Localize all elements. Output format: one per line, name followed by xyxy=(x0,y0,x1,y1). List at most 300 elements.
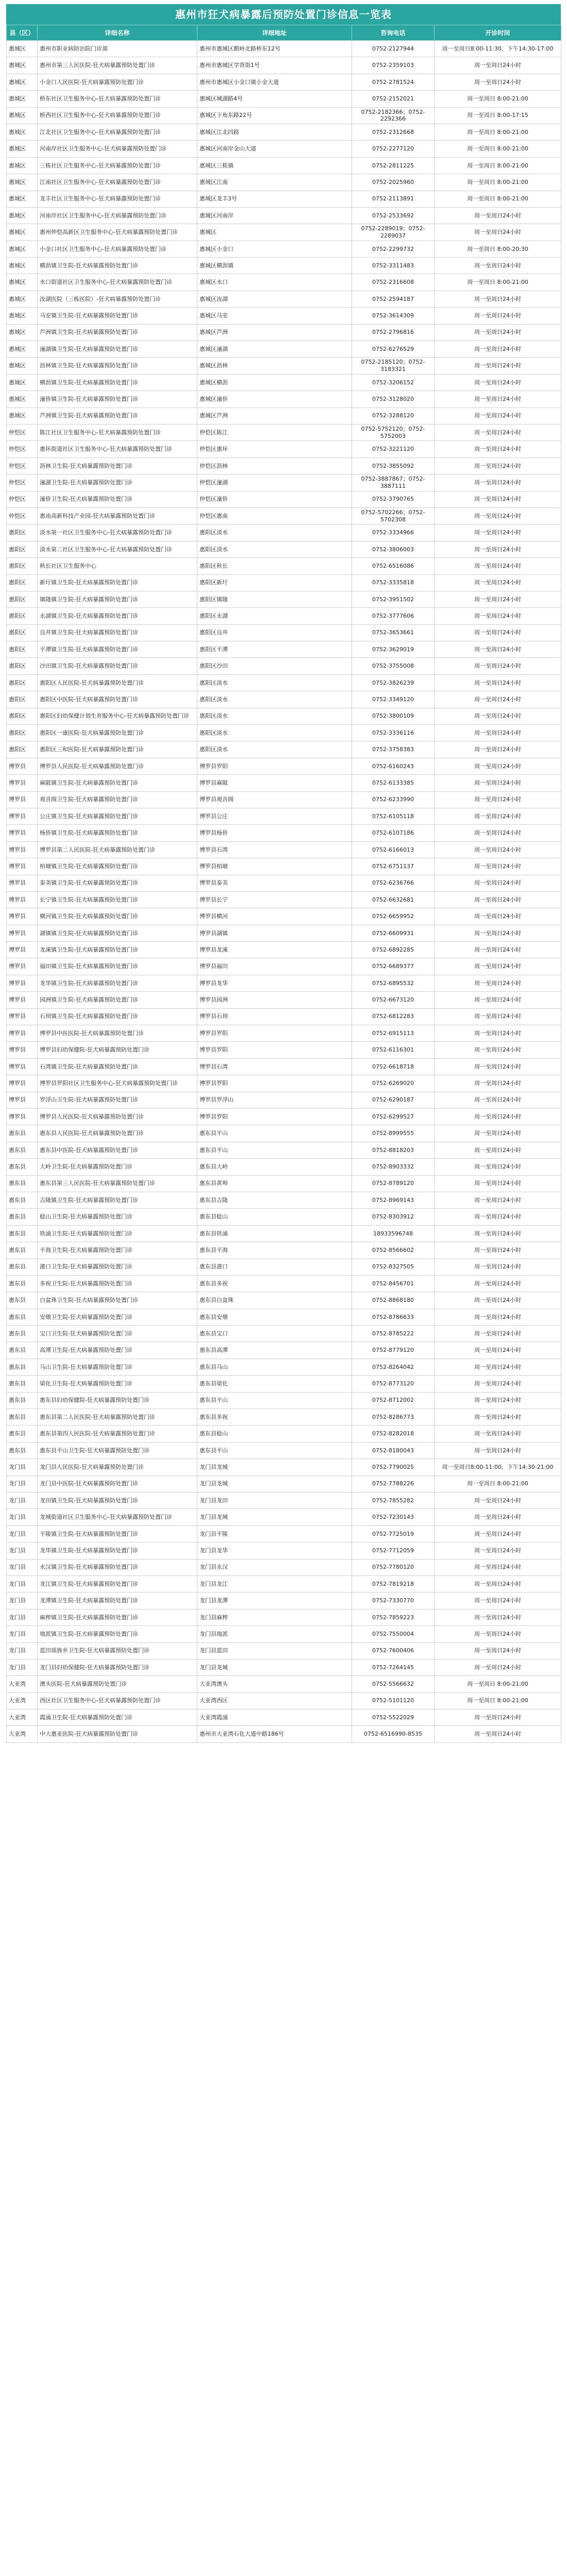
cell-address: 博罗县横河 xyxy=(197,908,352,925)
cell-district: 惠城区 xyxy=(7,258,38,274)
cell-name: 石湾镇卫生院-狂犬病暴露预防处置门诊 xyxy=(38,1058,197,1075)
cell-name: 潼侨镇卫生院-狂犬病暴露预防处置门诊 xyxy=(38,391,197,408)
cell-name: 龙江镇卫生院-狂犬病暴露预防处置门诊 xyxy=(38,1575,197,1592)
cell-hours: 周一至周日24小时 xyxy=(435,624,561,641)
cell-hours: 周一至周日24小时 xyxy=(435,1008,561,1025)
cell-phone: 0752-3653661 xyxy=(352,624,435,641)
table-row xyxy=(7,1309,561,1325)
cell-hours: 周一至周日24小时 xyxy=(435,591,561,607)
table-body xyxy=(7,41,561,1743)
cell-phone: 0752-2185120；0752-3183321 xyxy=(352,358,435,374)
table-row xyxy=(7,224,561,241)
cell-address: 惠阳区淡水 xyxy=(197,725,352,741)
table-row xyxy=(7,1359,561,1375)
table-row xyxy=(7,1326,561,1342)
cell-hours: 周一至周日24小时 xyxy=(435,1492,561,1509)
cell-name: 梁化卫生院-狂犬病暴露预防处置门诊 xyxy=(38,1376,197,1392)
table-row xyxy=(7,441,561,457)
cell-phone: 0752-2182366；0752-2292366 xyxy=(352,107,435,124)
cell-hours: 周一至周日24小时 xyxy=(435,708,561,724)
cell-hours: 周一至周日 8:00-21:00 xyxy=(435,91,561,107)
cell-name: 白盆珠卫生院-狂犬病暴露预防处置门诊 xyxy=(38,1292,197,1309)
cell-address: 龙门县永汉 xyxy=(197,1559,352,1575)
cell-name: 永湖镇卫生院-狂犬病暴露预防处置门诊 xyxy=(38,608,197,624)
table-row xyxy=(7,574,561,591)
table-row xyxy=(7,1592,561,1609)
cell-phone: 0752-3128020 xyxy=(352,391,435,408)
page-title: 惠州市狂犬病暴露后预防处置门诊信息一览表 xyxy=(6,4,561,25)
cell-address: 博罗县园洲 xyxy=(197,992,352,1008)
cell-address: 惠州市惠城区学背街1号 xyxy=(197,57,352,74)
table-row xyxy=(7,1242,561,1259)
cell-address: 惠东县稔山 xyxy=(197,1426,352,1442)
cell-address: 惠城区河南岸金山大道 xyxy=(197,141,352,157)
cell-hours: 周一至周日24小时 xyxy=(435,1392,561,1409)
cell-phone: 0752-6233990 xyxy=(352,791,435,808)
cell-hours: 周一至周日24小时 xyxy=(435,992,561,1008)
cell-address: 仲恺区惠环 xyxy=(197,441,352,457)
cell-hours: 周一至周日24小时 xyxy=(435,1075,561,1092)
cell-hours: 周一至周日24小时 xyxy=(435,641,561,658)
cell-phone: 0752-8773120 xyxy=(352,1376,435,1392)
cell-district: 博罗县 xyxy=(7,1092,38,1108)
table-row xyxy=(7,291,561,307)
cell-phone: 0752-8303912 xyxy=(352,1209,435,1225)
cell-address: 博罗县柏塘 xyxy=(197,858,352,875)
table-row xyxy=(7,758,561,774)
cell-district: 龙门县 xyxy=(7,1642,38,1659)
cell-hours: 周一至周日24小时 xyxy=(435,1559,561,1575)
cell-phone: 0752-6609931 xyxy=(352,925,435,941)
cell-name: 稔山卫生院-狂犬病暴露预防处置门诊 xyxy=(38,1209,197,1225)
cell-phone: 0752-8818203 xyxy=(352,1142,435,1158)
cell-hours: 周一至周日24小时 xyxy=(435,1192,561,1208)
table-row xyxy=(7,1409,561,1426)
table-row xyxy=(7,708,561,724)
cell-name: 龙华镇卫生院-狂犬病暴露预防处置门诊 xyxy=(38,975,197,991)
table-row xyxy=(7,775,561,791)
table-row xyxy=(7,524,561,541)
table-row xyxy=(7,1709,561,1726)
cell-hours: 周一至周日24小时 xyxy=(435,925,561,941)
cell-address: 博罗县石坝 xyxy=(197,1008,352,1025)
cell-address: 惠东县白盆珠 xyxy=(197,1292,352,1309)
cell-district: 博罗县 xyxy=(7,1058,38,1075)
cell-name: 龙门县人民医院-狂犬病暴露预防处置门诊 xyxy=(38,1459,197,1476)
cell-name: 港口卫生院-狂犬病暴露预防处置门诊 xyxy=(38,1259,197,1275)
cell-address: 惠城区汝湖 xyxy=(197,291,352,307)
cell-hours: 周一至周日24小时 xyxy=(435,1426,561,1442)
cell-phone: 0752-5752120；0752-5752003 xyxy=(352,424,435,440)
cell-hours: 周一至周日24小时 xyxy=(435,808,561,824)
cell-name: 惠东县人民医院-狂犬病暴露预防处置门诊 xyxy=(38,1125,197,1142)
cell-district: 博罗县 xyxy=(7,825,38,841)
cell-hours: 周一至周日24小时 xyxy=(435,1042,561,1058)
table-row xyxy=(7,1192,561,1208)
cell-name: 多祝卫生院-狂犬病暴露预防处置门诊 xyxy=(38,1275,197,1292)
cell-address: 龙门县龙潭 xyxy=(197,1592,352,1609)
cell-phone: 0752-8786633 xyxy=(352,1309,435,1325)
cell-phone: 0752-3790765 xyxy=(352,491,435,507)
cell-name: 惠东县第二人民医院-狂犬病暴露预防处置门诊 xyxy=(38,1409,197,1426)
cell-hours: 周一至周日24小时 xyxy=(435,691,561,708)
cell-phone: 0752-2316608 xyxy=(352,274,435,291)
cell-district: 博罗县 xyxy=(7,841,38,858)
cell-district: 博罗县 xyxy=(7,992,38,1008)
cell-hours: 周一至周日24小时 xyxy=(435,1309,561,1325)
cell-hours: 周一至周日24小时 xyxy=(435,408,561,424)
cell-phone: 0752-8785222 xyxy=(352,1326,435,1342)
table-row xyxy=(7,1726,561,1742)
cell-district: 仲恺区 xyxy=(7,424,38,440)
cell-district: 龙门县 xyxy=(7,1659,38,1675)
cell-hours: 周一至周日24小时 xyxy=(435,474,561,491)
cell-district: 博罗县 xyxy=(7,1109,38,1125)
cell-hours: 周一至周日24小时 xyxy=(435,1543,561,1559)
cell-phone: 0752-6290187 xyxy=(352,1092,435,1108)
cell-address: 惠城区城湖路4号 xyxy=(197,91,352,107)
cell-district: 惠城区 xyxy=(7,57,38,74)
cell-hours: 周一至周日24小时 xyxy=(435,891,561,908)
cell-name: 地派镇卫生院-狂犬病暴露预防处置门诊 xyxy=(38,1626,197,1642)
cell-address: 惠城区江南 xyxy=(197,174,352,191)
cell-phone: 0752-6107186 xyxy=(352,825,435,841)
table-row xyxy=(7,1492,561,1509)
table-row xyxy=(7,658,561,674)
table-row xyxy=(7,1626,561,1642)
table-row xyxy=(7,424,561,440)
table-row xyxy=(7,107,561,124)
cell-hours: 周一至周日24小时 xyxy=(435,391,561,408)
cell-phone: 0752-6276529 xyxy=(352,341,435,358)
cell-phone: 0752-8712002 xyxy=(352,1392,435,1409)
cell-address: 龙门县龙城 xyxy=(197,1476,352,1492)
cell-phone: 0752-8868180 xyxy=(352,1292,435,1309)
cell-name: 惠州仲恺高新区卫生服务中心-狂犬病暴露预防处置门诊 xyxy=(38,224,197,241)
cell-name: 河南岸社区卫生服务中心-狂犬病暴露预防处置门诊 xyxy=(38,141,197,157)
cell-phone: 0752-8566602 xyxy=(352,1242,435,1259)
cell-hours: 周一至周日24小时 xyxy=(435,1359,561,1375)
table-row xyxy=(7,1275,561,1292)
cell-phone: 0752-7855282 xyxy=(352,1492,435,1509)
table-row xyxy=(7,791,561,808)
table-row xyxy=(7,1292,561,1309)
cell-hours: 周一至周日24小时 xyxy=(435,258,561,274)
cell-phone: 0752-3826239 xyxy=(352,674,435,691)
cell-hours: 周一至周日24小时 xyxy=(435,775,561,791)
cell-name: 长宁镇卫生院-狂犬病暴露预防处置门诊 xyxy=(38,891,197,908)
cell-address: 惠东县铁涌 xyxy=(197,1225,352,1242)
cell-district: 博罗县 xyxy=(7,1075,38,1092)
cell-phone: 0752-2289019；0752-2289037 xyxy=(352,224,435,241)
table-row xyxy=(7,741,561,758)
cell-address: 博罗县龙溪 xyxy=(197,942,352,958)
cell-district: 惠阳区 xyxy=(7,558,38,574)
cell-address: 惠东县多祝 xyxy=(197,1409,352,1426)
cell-address: 龙门县龙田 xyxy=(197,1492,352,1509)
cell-name: 潼侨卫生院-狂犬病暴露预防处置门诊 xyxy=(38,491,197,507)
cell-phone: 0752-6632681 xyxy=(352,891,435,908)
cell-phone: 0752-3855092 xyxy=(352,457,435,474)
cell-district: 龙门县 xyxy=(7,1575,38,1592)
cell-district: 惠阳区 xyxy=(7,674,38,691)
cell-name: 湖镇镇卫生院-狂犬病暴露预防处置门诊 xyxy=(38,925,197,941)
cell-address: 惠城区江北四路 xyxy=(197,124,352,140)
cell-hours: 周一至周日24小时 xyxy=(435,875,561,891)
cell-address: 惠东县平海 xyxy=(197,1242,352,1259)
cell-name: 芦洲镇卫生院-狂犬病暴露预防处置门诊 xyxy=(38,324,197,341)
cell-name: 陈江社区卫生服务中心-狂犬病暴露预防处置门诊 xyxy=(38,424,197,440)
cell-phone: 0752-2359103 xyxy=(352,57,435,74)
cell-hours: 周一至周日24小时 xyxy=(435,1626,561,1642)
cell-phone: 0752-2113891 xyxy=(352,191,435,207)
cell-phone: 0752-3629019 xyxy=(352,641,435,658)
cell-phone: 0752-7788226 xyxy=(352,1476,435,1492)
table-row xyxy=(7,1526,561,1542)
cell-name: 高潭卫生院-狂犬病暴露预防处置门诊 xyxy=(38,1342,197,1359)
table-row xyxy=(7,691,561,708)
cell-district: 博罗县 xyxy=(7,808,38,824)
cell-address: 仲恺区陈江 xyxy=(197,424,352,440)
cell-phone: 0752-6236766 xyxy=(352,875,435,891)
cell-name: 安墩卫生院-狂犬病暴露预防处置门诊 xyxy=(38,1309,197,1325)
table-row xyxy=(7,457,561,474)
cell-phone: 0752-5702266；0752-5702308 xyxy=(352,507,435,524)
cell-address: 惠东县马山 xyxy=(197,1359,352,1375)
cell-address: 博罗县福田 xyxy=(197,958,352,975)
cell-phone: 0752-7330770 xyxy=(352,1592,435,1609)
table-row xyxy=(7,591,561,607)
cell-hours: 周一至周日24小时 xyxy=(435,507,561,524)
cell-phone: 0752-2533692 xyxy=(352,207,435,224)
cell-name: 园洲镇卫生院-狂犬病暴露预防处置门诊 xyxy=(38,992,197,1008)
cell-phone: 0752-6618718 xyxy=(352,1058,435,1075)
cell-name: 澳头医院-狂犬病暴露预防处置门诊 xyxy=(38,1676,197,1692)
cell-hours: 周一至周日24小时 xyxy=(435,958,561,975)
cell-phone: 0752-3336116 xyxy=(352,725,435,741)
cell-name: 柏塘镇卫生院-狂犬病暴露预防处置门诊 xyxy=(38,858,197,875)
cell-name: 小金口社区卫生服务中心-狂犬病暴露预防处置门诊 xyxy=(38,241,197,257)
table-row xyxy=(7,891,561,908)
cell-district: 仲恺区 xyxy=(7,491,38,507)
cell-name: 龙丰社区卫生服务中心-狂犬病暴露预防处置门诊 xyxy=(38,191,197,207)
cell-address: 龙门县平陵 xyxy=(197,1526,352,1542)
cell-name: 龙城街道社区卫生服务中心-狂犬病暴露预防处置门诊 xyxy=(38,1509,197,1526)
cell-address: 惠阳区淡水 xyxy=(197,691,352,708)
table-row xyxy=(7,992,561,1008)
cell-phone: 0752-7780120 xyxy=(352,1559,435,1575)
cell-district: 惠东县 xyxy=(7,1192,38,1208)
cell-name: 惠东县第三人民医院-狂犬病暴露预防处置门诊 xyxy=(38,1175,197,1192)
table-row xyxy=(7,908,561,925)
cell-hours: 周一至周日24小时 xyxy=(435,457,561,474)
cell-phone: 0752-6166013 xyxy=(352,841,435,858)
cell-hours: 周一至周日24小时 xyxy=(435,1292,561,1309)
cell-district: 惠城区 xyxy=(7,124,38,140)
cell-hours: 周一至周日24小时 xyxy=(435,424,561,440)
cell-district: 惠阳区 xyxy=(7,658,38,674)
table-row xyxy=(7,1092,561,1108)
cell-phone: 0752-3755008 xyxy=(352,658,435,674)
cell-district: 惠城区 xyxy=(7,191,38,207)
table-row xyxy=(7,958,561,975)
cell-district: 惠东县 xyxy=(7,1392,38,1409)
cell-phone: 0752-2312668 xyxy=(352,124,435,140)
table-row xyxy=(7,241,561,257)
cell-name: 龙田镇卫生院-狂犬病暴露预防处置门诊 xyxy=(38,1492,197,1509)
cell-district: 惠城区 xyxy=(7,41,38,57)
cell-name: 龙门县中医院-狂犬病暴露预防处置门诊 xyxy=(38,1476,197,1492)
cell-hours: 周一至周日24小时 xyxy=(435,1175,561,1192)
cell-hours: 周一至周日24小时 xyxy=(435,491,561,507)
cell-hours: 周一至周日24小时 xyxy=(435,291,561,307)
cell-hours: 周一至周日24小时 xyxy=(435,841,561,858)
cell-hours: 周一至周日24小时 xyxy=(435,1709,561,1726)
cell-district: 惠阳区 xyxy=(7,541,38,557)
cell-phone: 0752-3806003 xyxy=(352,541,435,557)
cell-address: 仲恺区惠南 xyxy=(197,507,352,524)
cell-district: 仲恺区 xyxy=(7,457,38,474)
cell-hours: 周一至周日8:00-11:00，下午14:30-21:00 xyxy=(435,1459,561,1476)
cell-address: 惠阳区沙田 xyxy=(197,658,352,674)
cell-district: 惠东县 xyxy=(7,1275,38,1292)
cell-phone: 0752-3221120 xyxy=(352,441,435,457)
cell-hours: 周一至周日24小时 xyxy=(435,1109,561,1125)
cell-hours: 周一至周日 8:00-21:00 xyxy=(435,174,561,191)
cell-phone: 0752-6689377 xyxy=(352,958,435,975)
table-row xyxy=(7,858,561,875)
cell-name: 沥林镇卫生院-狂犬病暴露预防处置门诊 xyxy=(38,358,197,374)
cell-name: 水口街道社区卫生服务中心-狂犬病暴露预防处置门诊 xyxy=(38,274,197,291)
table-row xyxy=(7,1025,561,1042)
cell-phone: 0752-2127944 xyxy=(352,41,435,57)
cell-district: 龙门县 xyxy=(7,1492,38,1509)
cell-name: 江北社区卫生服务中心-狂犬病暴露预防处置门诊 xyxy=(38,124,197,140)
cell-address: 惠阳区淡水 xyxy=(197,524,352,541)
cell-address: 龙门县龙城 xyxy=(197,1459,352,1476)
cell-phone: 0752-2152021 xyxy=(352,91,435,107)
cell-district: 惠东县 xyxy=(7,1259,38,1275)
table-row xyxy=(7,808,561,824)
cell-name: 宝口卫生院-狂犬病暴露预防处置门诊 xyxy=(38,1326,197,1342)
header-district: 县（区） xyxy=(7,25,38,41)
cell-name: 博罗县妇幼保健院-狂犬病暴露预防处置门诊 xyxy=(38,1042,197,1058)
table-row xyxy=(7,1225,561,1242)
table-row xyxy=(7,474,561,491)
cell-phone: 0752-6516086 xyxy=(352,558,435,574)
cell-name: 镇隆镇卫生院-狂犬病暴露预防处置门诊 xyxy=(38,591,197,607)
cell-phone: 0752-2781524 xyxy=(352,74,435,90)
cell-name: 惠东县平山卫生院-狂犬病暴露预防处置门诊 xyxy=(38,1442,197,1459)
cell-name: 小金口人民医院-狂犬病暴露预防处置门诊 xyxy=(38,74,197,90)
cell-name: 良井镇卫生院-狂犬病暴露预防处置门诊 xyxy=(38,624,197,641)
cell-address: 博罗县公庄 xyxy=(197,808,352,824)
table-row xyxy=(7,1209,561,1225)
cell-name: 石坝镇卫生院-狂犬病暴露预防处置门诊 xyxy=(38,1008,197,1025)
cell-address: 惠阳区镇隆 xyxy=(197,591,352,607)
cell-phone: 0752-6269020 xyxy=(352,1075,435,1092)
table-row xyxy=(7,558,561,574)
cell-phone: 0752-3614309 xyxy=(352,308,435,324)
cell-phone: 0752-8789120 xyxy=(352,1175,435,1192)
cell-address: 博罗县罗阳 xyxy=(197,1075,352,1092)
cell-phone: 0752-3951502 xyxy=(352,591,435,607)
cell-address: 惠阳区平潭 xyxy=(197,641,352,658)
table-row xyxy=(7,91,561,107)
cell-district: 惠城区 xyxy=(7,274,38,291)
cell-hours: 周一至周日 8:00-21:00 xyxy=(435,1476,561,1492)
cell-phone: 0752-2594187 xyxy=(352,291,435,307)
cell-name: 西区社区卫生服务中心-狂犬病暴露预防处置门诊 xyxy=(38,1692,197,1709)
cell-address: 惠阳区良井 xyxy=(197,624,352,641)
cell-district: 博罗县 xyxy=(7,1008,38,1025)
table-row xyxy=(7,1392,561,1409)
cell-district: 龙门县 xyxy=(7,1609,38,1625)
cell-district: 惠阳区 xyxy=(7,591,38,607)
cell-district: 惠城区 xyxy=(7,91,38,107)
table-row xyxy=(7,1442,561,1459)
cell-district: 惠城区 xyxy=(7,74,38,90)
cell-phone: 0752-8327505 xyxy=(352,1259,435,1275)
cell-name: 平潭镇卫生院-狂犬病暴露预防处置门诊 xyxy=(38,641,197,658)
cell-phone: 0752-3288120 xyxy=(352,408,435,424)
table-row xyxy=(7,1376,561,1392)
cell-address: 惠东县高潭 xyxy=(197,1342,352,1359)
cell-address: 惠东县吉隆 xyxy=(197,1192,352,1208)
table-row xyxy=(7,942,561,958)
cell-district: 惠城区 xyxy=(7,408,38,424)
table-row xyxy=(7,1259,561,1275)
cell-address: 龙门县龙华 xyxy=(197,1543,352,1559)
cell-district: 惠城区 xyxy=(7,224,38,241)
cell-phone: 0752-6516990-8535 xyxy=(352,1726,435,1742)
cell-name: 惠州市职业病防治院门诊部 xyxy=(38,41,197,57)
cell-hours: 周一至周日 8:00-21:00 xyxy=(435,124,561,140)
cell-hours: 周一至周日24小时 xyxy=(435,858,561,875)
cell-address: 惠东县大岭 xyxy=(197,1159,352,1175)
cell-hours: 周一至周日24小时 xyxy=(435,1209,561,1225)
cell-hours: 周一至周日24小时 xyxy=(435,1242,561,1259)
cell-hours: 周一至周日24小时 xyxy=(435,1326,561,1342)
cell-name: 横沥镇卫生院-狂犬病暴露预防处置门诊 xyxy=(38,258,197,274)
cell-hours: 周一至周日24小时 xyxy=(435,1259,561,1275)
table-row xyxy=(7,624,561,641)
cell-district: 大亚湾 xyxy=(7,1726,38,1742)
cell-district: 惠东县 xyxy=(7,1292,38,1309)
cell-address: 博罗县罗阳 xyxy=(197,1025,352,1042)
cell-hours: 周一至周日24小时 xyxy=(435,1342,561,1359)
cell-phone: 0752-7819218 xyxy=(352,1575,435,1592)
cell-name: 博罗县中医医院-狂犬病暴露预防处置门诊 xyxy=(38,1025,197,1042)
cell-hours: 周一至周日24小时 xyxy=(435,1058,561,1075)
cell-name: 泰美镇卫生院-狂犬病暴露预防处置门诊 xyxy=(38,875,197,891)
cell-hours: 周一至周日24小时 xyxy=(435,1409,561,1426)
cell-address: 惠东县宝口 xyxy=(197,1326,352,1342)
cell-district: 博罗县 xyxy=(7,958,38,975)
table-row xyxy=(7,1042,561,1058)
cell-hours: 周一至周日24小时 xyxy=(435,658,561,674)
cell-name: 中大惠亚医院-狂犬病暴露预防处置门诊 xyxy=(38,1726,197,1742)
table-row xyxy=(7,1342,561,1359)
cell-district: 博罗县 xyxy=(7,858,38,875)
cell-address: 博罗县观音阁 xyxy=(197,791,352,808)
cell-district: 惠城区 xyxy=(7,157,38,174)
table-row xyxy=(7,1075,561,1092)
cell-address: 惠州市惠城区小金口镇小金大道 xyxy=(197,74,352,90)
cell-hours: 周一至周日24小时 xyxy=(435,1025,561,1042)
cell-district: 龙门县 xyxy=(7,1626,38,1642)
cell-hours: 周一至周日 8:00-20:30 xyxy=(435,241,561,257)
